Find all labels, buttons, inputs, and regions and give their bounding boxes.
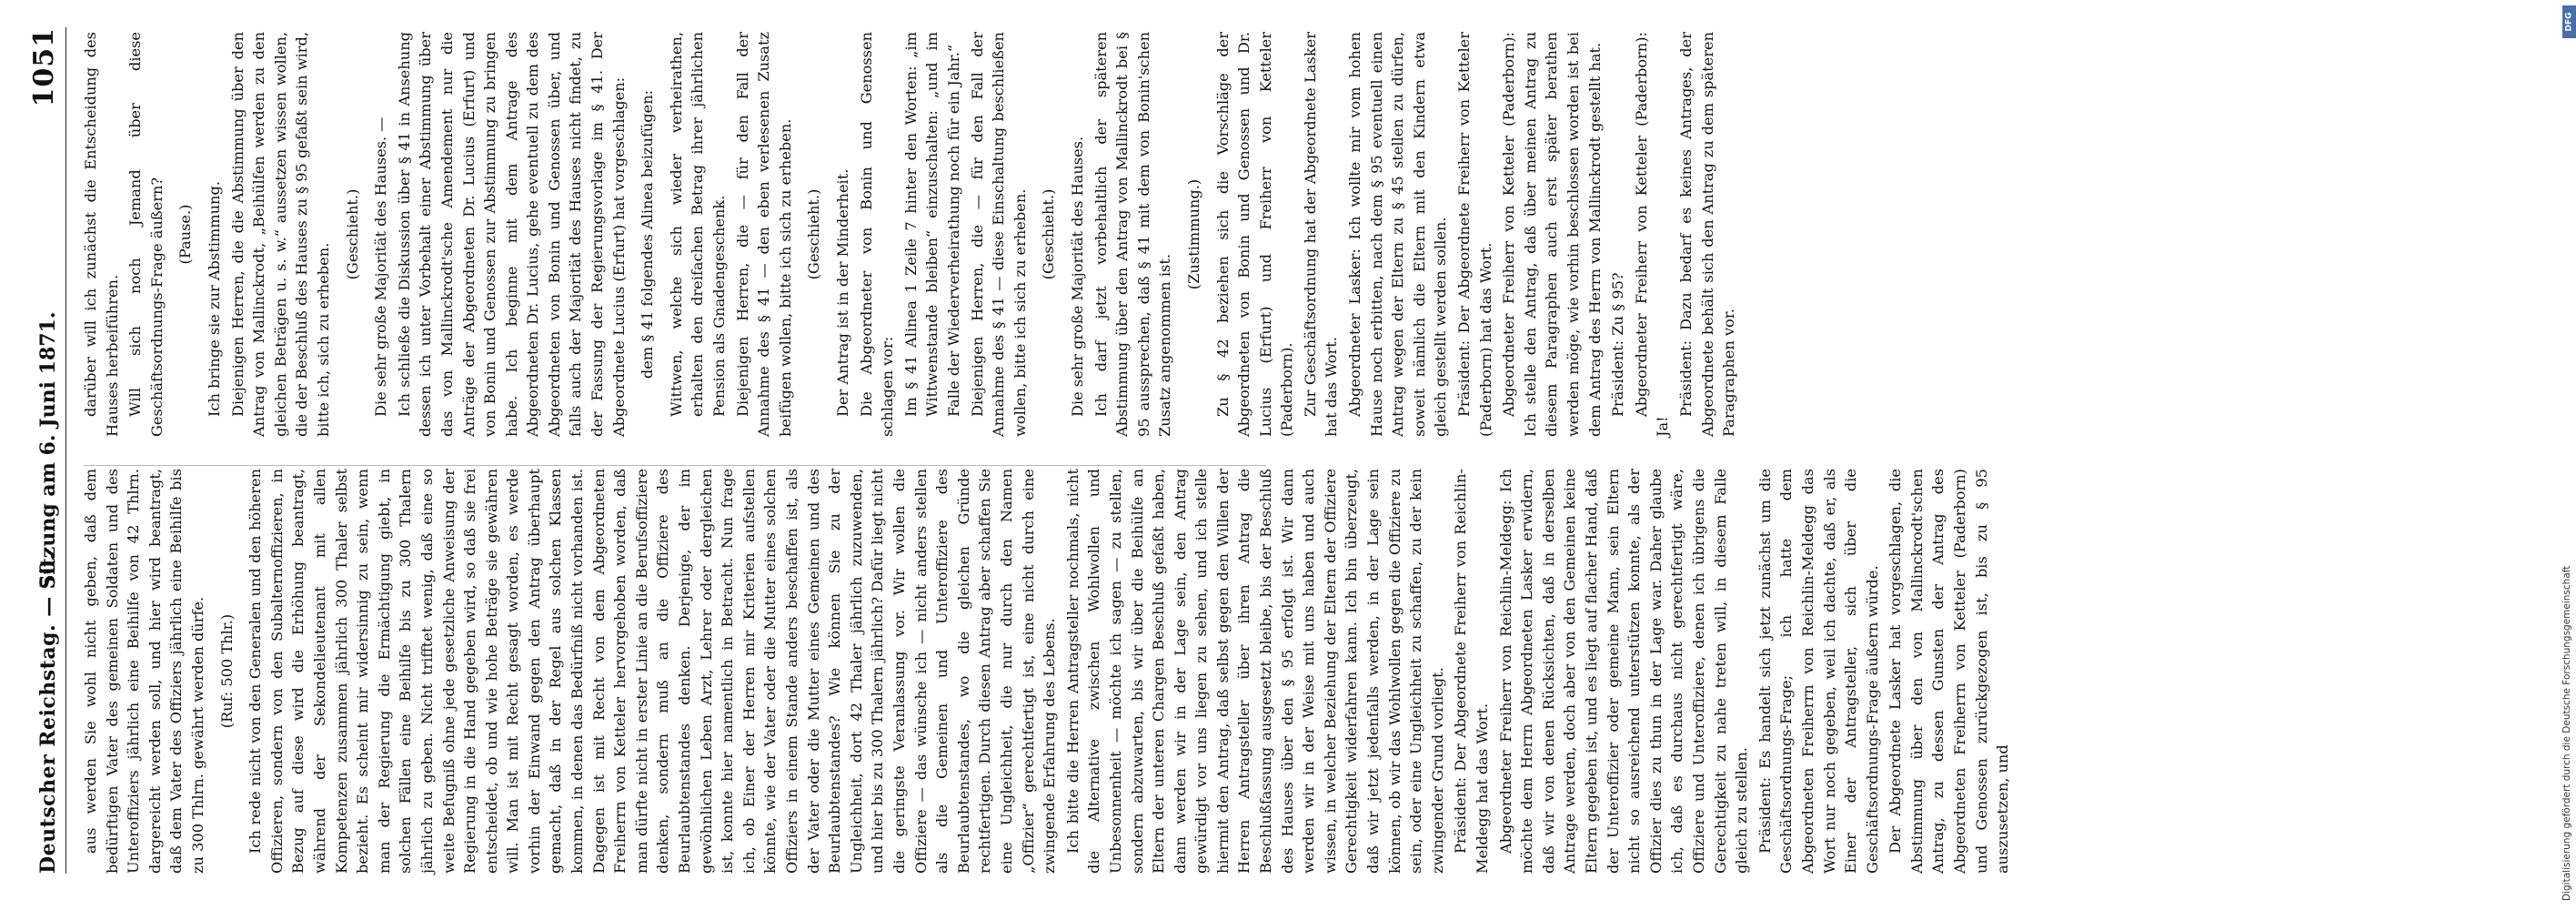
paragraph: Ich darf jetzt vorbehaltlich der späteren Abstimmung über den Antrag von Mallinckrodt bei § 95 aussprechen, daß § 41 mit dem von Bonin'schen Zusatz angenommen ist. xyxy=(1092,32,1174,437)
paragraph: Diejenigen Herren, die — für den Fall der Annahme des § 41 — diese Einschaltung beschließen wollen, bitte ich sich zu erheben. xyxy=(968,32,1029,437)
left-column xyxy=(80,469,2012,874)
paragraph: Zur Geschäftsordnung hat der Abgeordnete Lasker hat das Wort. xyxy=(1301,32,1341,437)
paragraph: dem § 41 folgendes Alinea beizufügen: xyxy=(639,89,657,379)
paragraph: Die sehr große Majorität des Hauses. — xyxy=(372,116,390,417)
paragraph: Ich bringe sie zur Abstimmung. xyxy=(205,181,223,417)
paragraph: aus werden Sie wohl nicht geben, daß dem bedürftigen Vater des gemeinen Soldaten und des Unteroffiziers jährlich eine Beihilfe von 42 Thlrn. dargereicht werden soll, und hier wird beantragt, daß dem Vater des Offiziers jährlich eine Beihilfe bis zu 300 Thlrn. gewährt werden dürfe. xyxy=(82,469,206,874)
paragraph: Ich bitte die Herren Antragsteller nochmals, nicht die Alternative zwischen Wohlwollen und Unbesonnenheit — möchte ich sagen — zu stellen, sondern abzuwarten, bis wir über die Beihülfe an Eltern der unteren Chargen Beschluß gefaßt haben, dann werden wir in der Lage sein, den Antrag gewürdigt vor uns liegen zu sehen, und ich stelle hiermit den Antrag, daß selbst gegen den Willen der Herren Antragsteller über ihren Antrag die Beschlußfassung ausgesetzt bleibe, bis der Beschluß des Hauses über den § 95 erfolgt ist. Wir dann werden wir in der Weise mit uns haben und auch wissen, in welcher Beziehung der Eltern der Offiziere Gerechtigkeit widerfahren kann. Ich bin überzeugt, daß wir jetzt jedenfalls werden, in der Lage sein können, ob wir das Wohlwollen gegen die Offiziere zu sein, oder eine Ungleichheit zu schaffen, zu der kein zwingender Grund vorliegt. xyxy=(1063,469,1446,874)
quoted-motion: Wittwen, welche sich wieder verheirathen, erhalten den dreifachen Betrag ihrer jährlichen Pension als Gnadengeschenk. xyxy=(667,32,729,417)
paragraph: Abgeordneter Freiherr von Ketteler (Paderborn): Ich stelle den Antrag, daß über meinen Antrag zu diesem Paragraphen auch erst später berathen werden möge, wie vorhin beschlossen worden ist bei dem Antrag des Herrn von Mallinckrodt gestellt hat. xyxy=(1500,32,1604,437)
column-divider xyxy=(84,465,1266,466)
paragraph: Diejenigen Herren, die die Abstimmung über den Antrag von Mallinckrodt, „Beihülfen werden zu den gleichen Beträgen u. s. w.“ aussetzen wissen wollen, die der Beschluß des Hauses zu § 95 gefaßt sein wird, bitte ich, sich zu erheben. xyxy=(228,32,332,437)
paragraph: Präsident: Es handelt sich jetzt zunächst um die Geschäftsordnungs-Frage; ich hatte dem Abgeordneten Freiherrn von Reichlin-Meldegg das Wort nur noch gegeben, weil ich dachte, daß er, als Einer der Antragsteller, sich über die Geschäftsordnungs-Frage äußern würde. xyxy=(1756,469,1881,874)
paragraph: Präsident: Dazu bedarf es keines Antrages, der Abgeordnete behält sich den Antrag zu dem späteren Paragraphen vor. xyxy=(1676,32,1738,437)
paragraph: Der Abgeordnete Lasker hat vorgeschlagen, die Abstimmung über den von Mallinckrodt'schen Antrag, zu dessen Gunsten der Antrag des Abgeordneten Freiherrn von Ketteler (Paderborn) und Genossen zurückgezogen ist, bis zu § 95 auszusetzen, und xyxy=(1887,469,2012,874)
paragraph: Ich rede nicht von den Generalen und den höheren Offizieren, sondern von den Subalternoffizieren, in Bezug auf diese wird die Erhöhung beantragt, während der Sekondelieutenant mit allen Kompetenzen zusammen jährlich 300 Thaler selbst bezieht. Es scheint mir widersinnig zu sein, wenn man der Regierung die Ermächtigung giebt, in solchen Fällen eine Beihilfe bis zu 300 Thalern jährlich zu geben. Nicht trifftet wenig, daß eine so weite Befugniß ohne jede gesetzliche Anweisung der Regierung in die Hand gegeben wird, so daß sie frei entscheidet, ob und wie hohe Beträge sie gewähren will. Man ist mit Recht gesagt worden, es werde vorhin der Einwand gegen den Antrag überhaupt gemacht, daß in der Regel aus solchen Klassen kommen, in denen das Bedürfniß nicht vorhanden ist. Dagegen ist mit Recht von dem Abgeordneten Freiherrn von Ketteler hervorgehoben worden, daß man dürfte nicht in erster Linie an die Berufsoffiziere denken, sondern muß an die Offiziere des Beurlaubtenstandes denken. Derjenige, der im gewöhnlichen Leben Arzt, Lehrer oder dergleichen ist, konnte hier namentlich in Betracht. Nun frage ich, ob Einer der Herren mir Kriterien aufstellen könnte, wie der Vater oder die Mutter eines solchen Offiziers in einem Stande anders beschaffen ist, als der Vater oder die Mutter eines Gemeinen und des Beurlaubtenstandes? Wie können Sie zu der Ungleichheit, dort 42 Thaler jährlich zuzuwenden, und hier bis zu 300 Thalern jährlich? Dafür liegt nicht die geringste Veranlassung vor. Wir wollen die Offiziere — das wünsche ich — nicht anders stellen als die Gemeinen und Unteroffiziere des Beurlaubtenstandes, wo die gleichen Gründe rechtfertigen. Durch diesen Antrag aber schaffen Sie eine Ungleichheit, die nur durch den Namen „Offizier“ gerechtfertigt ist, eine nicht durch eine zwingende Erfahrung des Lebens. xyxy=(247,469,1059,874)
paragraph: Diejenigen Herren, die — für den Fall der Annahme des § 41 — den eben verlesenen Zusatz beifügen wollen, bitte ich sich zu erheben. xyxy=(733,32,794,437)
interjection: (Geschieht.) xyxy=(805,188,823,280)
paragraph: darüber will ich zunächst die Entscheidung des Hauses herbeiführen. xyxy=(82,32,121,437)
paragraph: Die sehr große Majorität des Hauses. xyxy=(1068,136,1086,417)
paragraph: Abgeordneter Freiherr von Reichlin-Meldegg: Ich möchte dem Herrn Abgeordneten Lasker erwidern, daß wir von denen Rücksichten, daß in derselben Antrage werden, doch aber von den Gemeinen keine Eltern gegeben ist, und es liegt auf flacher Hand, daß der Unteroffizier oder gemeine Mann, sein Eltern nicht so ausreichend unterstützen konnte, als der Offizier dies zu thun in der Lage war. Daher glaube ich, daß es durchaus nicht gerechtfertigt wäre, Offiziere und Unteroffiziere, denen ich übrigens die Gerechtigkeit zu nahe treten will, in diesem Falle gleich zu stellen. xyxy=(1496,469,1751,874)
paragraph: Der Antrag ist in der Minderheit. xyxy=(834,168,851,417)
right-column xyxy=(80,32,1738,437)
interjection: (Zustimmung.) xyxy=(1184,178,1202,290)
quoted-motion: Im § 41 Alinea 1 Zeile 7 hinter den Worten: „im Wittwenstande bleiben“ einzuschalten: „und im Falle der Wiederverheirathung noch für ein Jahr.“ xyxy=(901,32,962,417)
paragraph: Ich schließe die Diskussion über § 41 in Ansehung dessen ich unter Vorbehalt einer Abstimmung über das von Mallinckrodt'sche Amendement nur die Anträge der Abgeordneten Dr. Lucius (Erfurt) und von Bonin und Genossen zur Abstimmung zu bringen habe. Ich beginne mit dem Antrage des Abgeordneten Dr. Lucius, gehe eventuell zu dem des Abgeordneten von Bonin und Genossen über, und falls auch der Majorität des Hauses nicht findet, zu der Fassung der Regierungsvorlage im § 41. Der Abgeordnete Lucius (Erfurt) hat vorgeschlagen: xyxy=(395,32,628,437)
paragraph: Abgeordneter Lasker: Ich wollte mir vom hohen Hause noch erbitten, nach dem § 95 eventuell einen Antrag wegen der Eltern zu § 45 stellen zu dürfen, soweit nämlich die Eltern mit den Kindern etwa gleich gestellt werden sollen. xyxy=(1346,32,1450,437)
interjection: (Ruf: 500 Thlr.) xyxy=(217,613,236,729)
digitization-credit: Digitalisierung gefördert durch die Deutsche Forschungsgemeinschaft xyxy=(2561,565,2572,901)
journal-title: Deutscher Reichstag. — 50. xyxy=(36,552,60,874)
paragraph: Zu § 42 beziehen sich die Vorschläge der Abgeordneten von Bonin und Genossen und Dr. Lucius (Erfurt) und Freiherr von Ketteler (Paderborn). xyxy=(1213,32,1296,437)
interjection: (Geschieht.) xyxy=(1040,188,1058,280)
paragraph: Präsident: Der Abgeordnete Freiherr von Ketteler (Paderborn) hat das Wort. xyxy=(1455,32,1494,437)
session-title: Sitzung am 6. Juni 1871. xyxy=(36,311,60,590)
interjection: (Pause.) xyxy=(176,204,195,265)
paragraph: Die Abgeordneter von Bonin und Genossen schlagen vor: xyxy=(857,32,897,437)
running-header xyxy=(20,27,66,874)
paragraph: Präsident: Zu § 95? xyxy=(1609,272,1627,417)
paragraph: Abgeordneter Freiherr von Ketteler (Paderborn): Ja! xyxy=(1632,32,1672,437)
page-number: 1051 xyxy=(28,27,60,107)
paragraph: Präsident: Der Abgeordnete Freiherr von Reichlin-Meldegg hat das Wort. xyxy=(1452,469,1491,874)
dfg-logo: DFG xyxy=(2562,5,2576,38)
paragraph: Will sich noch Jemand über diese Geschäftsordnungs-Frage äußern? xyxy=(126,32,166,437)
interjection: (Geschieht.) xyxy=(343,188,361,280)
